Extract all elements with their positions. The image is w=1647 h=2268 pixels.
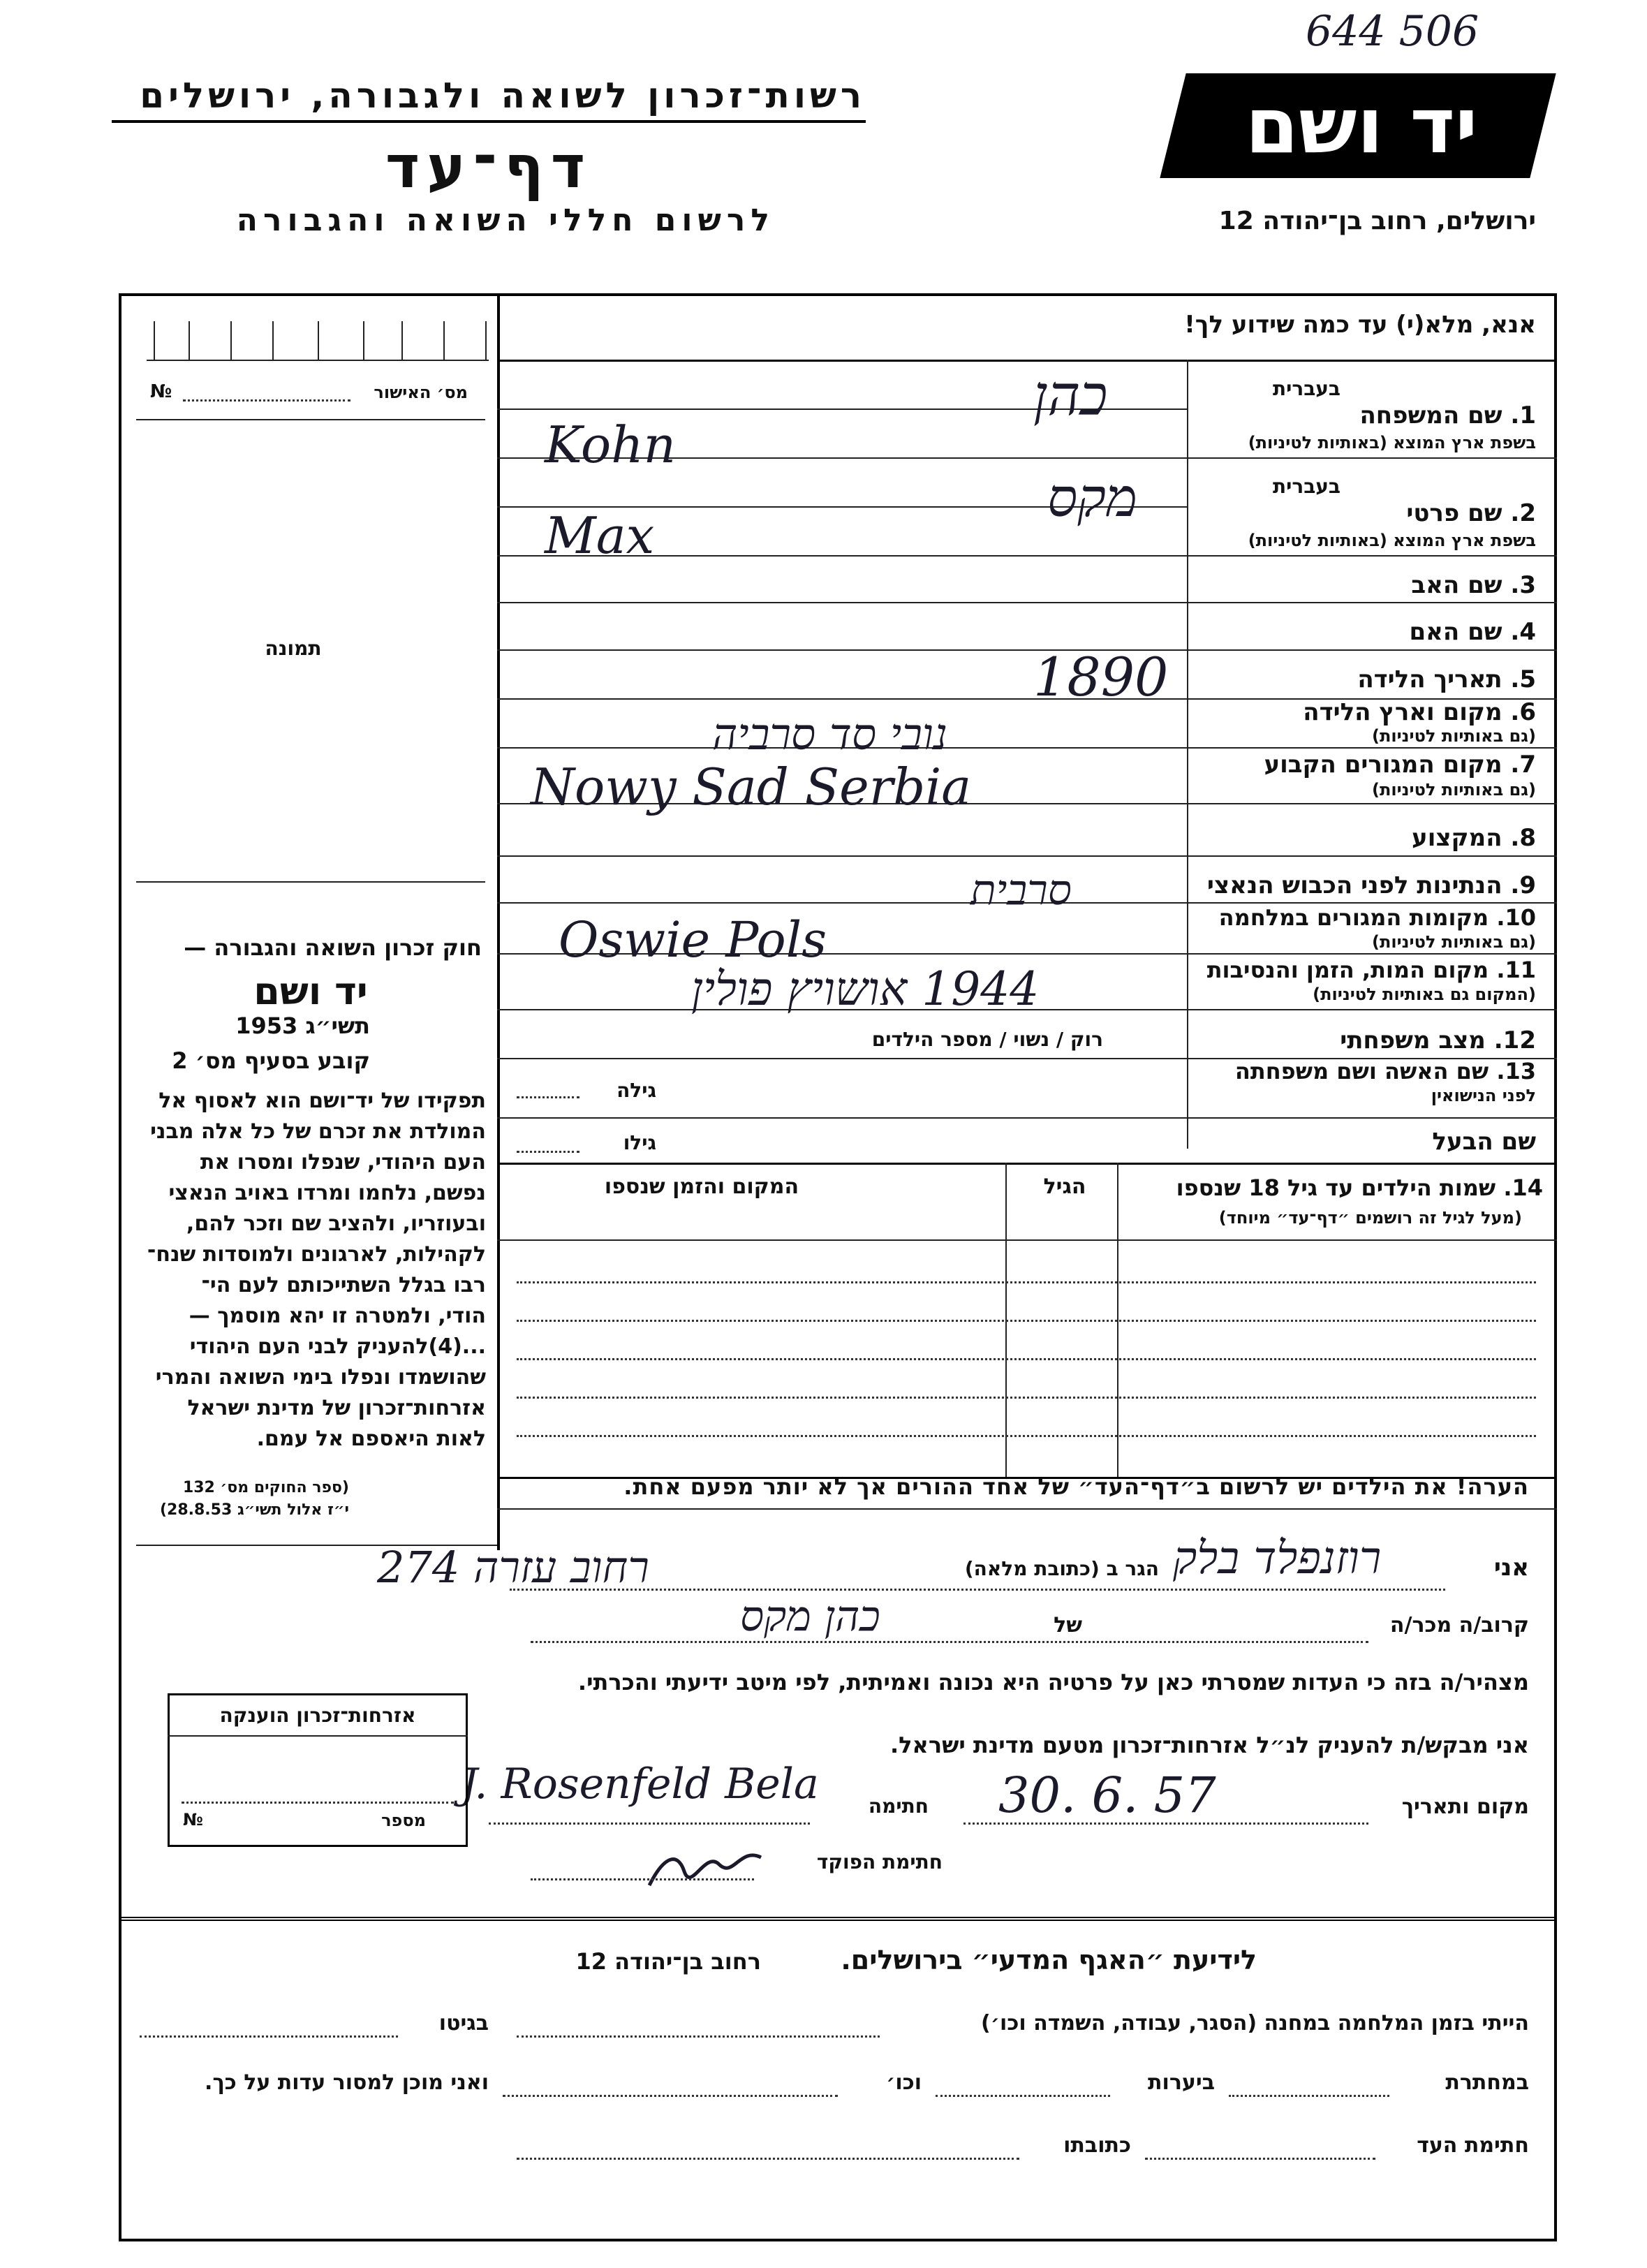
header-address: ירושלים, רחוב בן־יהודה 12 — [1218, 207, 1536, 235]
f13-num: 13. — [1496, 1058, 1536, 1084]
f12-label — [1201, 1026, 1536, 1054]
husband-age-field[interactable] — [517, 1151, 579, 1153]
citizenship-no: № — [183, 1810, 203, 1829]
f8-num: 8. — [1510, 824, 1536, 852]
decl-lives: הגר ב (כתובת מלאה) — [964, 1557, 1159, 1580]
death-place[interactable]: 1944 אושויץ פולין — [691, 962, 1040, 1016]
decl-i: אני — [1493, 1554, 1529, 1582]
law-title: חוק זכרון השואה והגבורה — — [184, 934, 482, 961]
left-column-divider — [497, 293, 500, 1550]
law-line: ...(4)להעניק לבני העם היהודי — [189, 1334, 486, 1359]
bottom-line2-d: ואני מוכן למסור עדות על כך. — [205, 2070, 489, 2095]
label-column-divider — [1187, 360, 1188, 1149]
f11-label — [1201, 957, 1536, 983]
instruction-rule — [497, 360, 1557, 362]
declarant-name[interactable]: רוזנפלד בלק — [1173, 1533, 1382, 1584]
f13-label — [1201, 1058, 1536, 1084]
bottom-line3-b: כתובתו — [1063, 2133, 1131, 2158]
children-note: (מעל לגיל זה רושמים ״דף־עד״ מיוחד) — [1218, 1208, 1522, 1228]
col-age: הגיל — [1043, 1174, 1086, 1199]
f7-label — [1201, 751, 1536, 779]
f11-num: 11. — [1496, 957, 1536, 983]
f8-text: המקצוע — [1412, 824, 1502, 852]
bottom-line2-c: וכו׳ — [886, 2070, 922, 2095]
decl-relative: קרוב/ה מכר/ה — [1389, 1613, 1529, 1637]
decl-signature: חתימה — [868, 1795, 929, 1818]
f10-note: (גם באותיות לטיניות) — [1372, 932, 1536, 952]
law-line: רבו בגלל השתייכותם לעם הי־ — [201, 1273, 486, 1297]
children-text: שמות הילדים עד גיל 18 שנספו — [1176, 1174, 1496, 1201]
f9-label — [1201, 871, 1536, 899]
law-line: המולדת את זכרם של כל אלה מבני — [150, 1119, 486, 1144]
f10-num: 10. — [1496, 904, 1536, 931]
f7-note: (גם באותיות לטיניות) — [1372, 780, 1536, 800]
sign-date[interactable]: 30. 6. 57 — [998, 1767, 1216, 1824]
bottom-addr: רחוב בן־יהודה 12 — [575, 1948, 761, 1975]
tick-boxes — [147, 318, 489, 361]
wartime-residence[interactable]: Oswie Pols — [559, 911, 827, 969]
f1-text: שם המשפחה — [1359, 402, 1502, 429]
f11-text: מקום המות, הזמן והנסיבות — [1206, 957, 1489, 983]
wife-age-field[interactable] — [517, 1096, 579, 1098]
children-num: 14. — [1503, 1174, 1543, 1201]
f3-num: 3. — [1510, 571, 1536, 599]
f11-note: (המקום גם באותיות לטיניות) — [1313, 985, 1536, 1004]
law-line: נפשם, נלחמו ומרדו באויב הנאצי — [168, 1181, 486, 1205]
husband-age-label: גילו — [623, 1131, 656, 1154]
instruction: אנא, מלא(י) עד כמה שידוע לך! — [1184, 311, 1536, 339]
deceased-name[interactable]: כהן מקס — [740, 1592, 880, 1641]
law-text — [137, 1086, 486, 1455]
photo-label: תמונה — [265, 637, 322, 660]
f10-label — [1201, 904, 1536, 931]
doc-number: 644 506 — [1306, 7, 1479, 56]
page-subtitle: לרשום חללי השואה והגבורה — [236, 202, 775, 238]
f4-text: שם האם — [1409, 618, 1502, 646]
decl-of: של — [1054, 1613, 1082, 1637]
f13-text: שם האשה ושם משפחתה — [1234, 1058, 1489, 1084]
law-line: העם היהודי, שנפלו ומסרו את — [200, 1150, 486, 1174]
bottom-line1-a: הייתי בזמן המלחמה במחנה (הסגר, עבודה, השמדה וכו׳) — [981, 2011, 1529, 2035]
f5-text: תאריך הלידה — [1357, 665, 1502, 693]
f13-note: לפני הנישואין — [1431, 1086, 1536, 1105]
f5-num: 5. — [1510, 665, 1536, 693]
col-place: המקום והזמן שנספו — [604, 1174, 799, 1199]
f1-label — [1201, 402, 1536, 429]
f6-text: מקום וארץ הלידה — [1303, 698, 1502, 726]
f1-latin-tag: בשפת ארץ המוצא (באותיות לטיניות) — [1248, 433, 1536, 452]
f6-note: (גם באותיות לטיניות) — [1372, 726, 1536, 746]
law-line: לקהילות, לארגונים ולמוסדות שנח־ — [147, 1242, 486, 1267]
citizenship-title: אזרחות־זכרון הוענקה — [219, 1704, 416, 1727]
approval-label: מס׳ האישור — [374, 383, 468, 402]
f1-num: 1. — [1510, 402, 1536, 429]
decl-statement: מצהיר/ה בזה כי העדות שמסרתי כאן על פרטיה היא נכונה ואמיתית, לפי מיטב ידיעתי והכרתי. — [577, 1669, 1529, 1695]
law-line: אזרחות־זכרון של מדינת ישראל — [187, 1396, 486, 1420]
law-name: יד ושם — [253, 969, 368, 1013]
f2-label — [1201, 499, 1536, 527]
f9-text: הנתינות לפני הכבוש הנאצי — [1206, 871, 1502, 899]
f2-text: שם פרטי — [1406, 499, 1502, 527]
f7-text: מקום המגורים הקבוע — [1264, 751, 1502, 779]
note-text: הערה! את הילדים יש לרשום ב״דף־העד״ של אחד ההורים אך לא יותר מפעם אחת. — [623, 1473, 1529, 1500]
bottom-line2-a: במחתרת — [1445, 2070, 1529, 2095]
wife-age-label: גילה — [616, 1079, 656, 1102]
f9-num: 9. — [1510, 871, 1536, 899]
officer-signature: חתימת הפוקד — [816, 1850, 943, 1873]
residence[interactable]: Nowy Sad Serbia — [531, 758, 972, 816]
husband-label: שם הבעל — [1432, 1128, 1536, 1156]
firstname-latin[interactable]: Max — [545, 506, 655, 565]
authority-name: רשות־זכרון לשואה ולגבורה, ירושלים — [112, 75, 866, 123]
f2-num: 2. — [1510, 499, 1536, 527]
f12-text: מצב משפחתי — [1340, 1026, 1486, 1054]
law-clause: קובע בסעיף מס׳ 2 — [172, 1047, 370, 1074]
f12-options: רוק / נשוי / מספר הילדים — [871, 1028, 1103, 1051]
bottom-line2-b: ביערות — [1148, 2070, 1215, 2095]
f5-label — [1201, 665, 1536, 693]
f6-label — [1201, 698, 1536, 726]
law-year: תשי״ג 1953 — [235, 1012, 370, 1039]
law-line: תפקידו של יד־ושם הוא לאסוף אל — [158, 1089, 486, 1113]
f3-label — [1201, 571, 1536, 599]
firstname-hebrew[interactable]: מקס — [1047, 466, 1137, 529]
f8-label — [1201, 824, 1536, 852]
f4-label — [1201, 618, 1536, 646]
f12-num: 12. — [1493, 1026, 1536, 1054]
bottom-title: לידיעת ״האגף המדעי״ בירושלים. — [841, 1945, 1257, 1975]
citizenship-number: מספר — [381, 1811, 426, 1830]
f3-text: שם האב — [1411, 571, 1502, 599]
bottom-line3-a: חתימת העד — [1417, 2133, 1529, 2158]
declarant-address[interactable]: רחוב עזרה 274 — [377, 1542, 649, 1593]
f2-latin-tag: בשפת ארץ המוצא (באותיות לטיניות) — [1248, 531, 1536, 550]
f6-num: 6. — [1510, 698, 1536, 726]
law-line: לאות היאספם אל עמם. — [256, 1427, 486, 1451]
f7-num: 7. — [1510, 751, 1536, 779]
decl-request: אני מבקש/ת להעניק לנ״ל אזרחות־זכרון מטעם מדינת ישראל. — [890, 1732, 1529, 1758]
law-line: ובעוזריו, ולהציב שם וזכר להם, — [186, 1212, 486, 1236]
officer-scribble-icon — [642, 1843, 768, 1892]
declarant-signature[interactable]: J. Rosenfeld Bela — [461, 1760, 819, 1809]
birth-date[interactable]: 1890 — [1033, 646, 1169, 708]
bottom-line1-b: בגיטו — [438, 2011, 489, 2035]
f4-num: 4. — [1510, 618, 1536, 646]
birth-place[interactable]: נובי סד סרביה — [712, 709, 948, 760]
decl-place-date: מקום ותאריך — [1401, 1795, 1529, 1819]
surname-hebrew[interactable]: כהן — [1033, 363, 1108, 428]
law-ref-1: (ספר החוקים מס׳ 132 — [182, 1479, 349, 1496]
law-line: הודי, ולמטרה זו יהא מוסמך — — [189, 1304, 486, 1328]
law-ref-2: י״ז אלול תשי״ג 28.8.53) — [159, 1501, 349, 1519]
f10-text: מקומות המגורים במלחמה — [1218, 904, 1489, 931]
surname-latin[interactable]: Kohn — [545, 415, 676, 474]
f1-hebrew-tag: בעברית — [1272, 377, 1341, 400]
f2-hebrew-tag: בעברית — [1272, 475, 1341, 498]
approval-no: № — [150, 381, 172, 402]
nationality[interactable]: סרבית — [970, 866, 1072, 915]
approval-field[interactable] — [183, 399, 350, 402]
law-line: שהושמדו ונפלו בימי השואה והמרי — [155, 1365, 486, 1390]
logo-text: יד ושם — [1245, 81, 1478, 170]
page-title: דף־עד — [385, 133, 593, 201]
children-label — [1131, 1174, 1543, 1201]
